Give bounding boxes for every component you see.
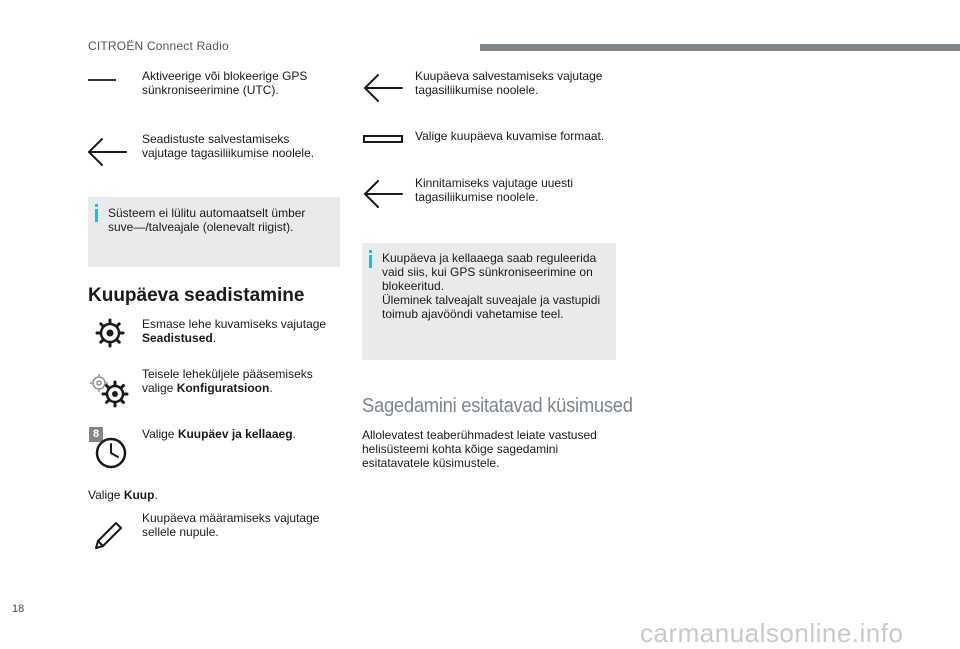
step1-text: Esmase lehe kuvamiseks vajutage Seadistused. [142,317,327,345]
back-arrow-icon [362,178,404,210]
date-format-bar-icon [363,135,403,143]
faq-paragraph: Allolevatest teaberühmadest leiate vastused helisüsteemi kohta kõige sagedamini esitatavatele küsimustele. [362,428,597,470]
header-bar [480,44,960,51]
step4-text: Valige Kuup. [88,488,158,502]
info-note-left: Süsteem ei lülitu automaatselt ümber suve—/talveajale (olenevalt riigist). [88,197,340,267]
back-arrow-icon [362,72,404,104]
configuration-gears-icon [88,372,130,408]
running-header: CITROËN Connect Radio [88,39,229,53]
right-item1-text: Kuupäeva salvestamiseks vajutage tagasiliikumise noolele. [415,69,603,97]
section-heading-date: Kuupäeva seadistamine [88,285,305,306]
left-item2-text: Seadistuste salvestamiseks vajutage tagasiliikumise noolele. [142,132,315,160]
back-arrow-icon [86,136,128,168]
left-item1-text: Aktiveerige või blokeerige GPS sünkroniseerimine (UTC). [142,69,308,97]
step3-text: Valige Kuupäev ja kellaaeg. [142,427,296,441]
watermark: carmanualsonline.info [640,618,904,648]
right-item2-text: Valige kuupäeva kuvamise formaat. [415,129,605,143]
page-number: 18 [12,603,25,615]
info-icon [95,209,98,222]
section-heading-faq: Sagedamini esitatavad küsimused [362,395,633,417]
pencil-icon [92,518,126,552]
right-item3-text: Kinnitamiseks vajutage uuesti tagasiliikumise noolele. [415,176,574,204]
badge-number: 8 [92,428,100,440]
step5-text: Kuupäeva määramiseks vajutage sellele nupule. [142,511,320,539]
step2-text: Teisele leheküljele pääsemiseks valige Konfiguratsioon. [142,367,313,395]
info-icon [369,255,372,268]
toggle-line-icon [88,79,116,81]
info-note-right: Kuupäeva ja kellaaega saab reguleerida vaid siis, kui GPS sünkroniseerimine on blokeeritud. Üleminek talveajalt suveajale ja vastupidi toimub ajavööndi vahetamise teel. [362,243,616,360]
gear-icon [95,318,125,348]
